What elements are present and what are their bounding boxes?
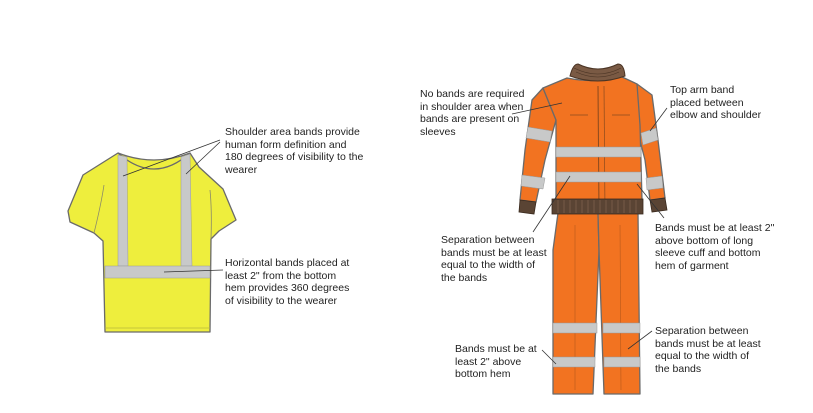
callout-separation-legs: Separation between bands must be at least equal to the width of the bands	[655, 325, 761, 375]
coverall-right-cuff	[650, 198, 667, 212]
coverall-left-leg-band-upper	[553, 323, 597, 333]
coverall-collar	[570, 64, 625, 81]
tshirt-body	[68, 153, 236, 332]
callout-horizontal-bands: Horizontal bands placed at least 2" from the bottom hem provides 360 degrees of visibility to the wearer	[225, 257, 350, 307]
tshirt-illustration	[68, 153, 236, 332]
coverall-waist-band	[556, 172, 641, 182]
coverall-left-leg-band-lower	[553, 357, 595, 367]
coverall-right-leg-band-lower	[604, 357, 640, 367]
coverall-right-arm-band-lower	[646, 176, 663, 190]
callout-separation-torso: Separation between bands must be at least equal to the width of the bands	[441, 234, 547, 284]
coverall-chest-band	[556, 147, 641, 157]
tshirt-horizontal-band	[105, 266, 210, 278]
callout-top-arm-band: Top arm band placed between elbow and shoulder	[670, 84, 762, 121]
coverall-waistband	[552, 199, 643, 214]
coverall-left-cuff	[519, 200, 536, 214]
tshirt-shoulder-band-left	[118, 155, 128, 266]
tshirt-shoulder-band-right	[181, 154, 192, 266]
callout-no-shoulder-bands: No bands are required in shoulder area when bands are present on sleeves	[420, 88, 525, 138]
callout-sleeve-bands: Bands must be at least 2" above bottom of long sleeve cuff and bottom hem of garment	[655, 222, 775, 272]
callout-pant-hem-bands: Bands must be at least 2" above bottom hem	[455, 343, 537, 380]
callout-shoulder-bands: Shoulder area bands provide human form definition and 180 degrees of visibility to the wearer	[225, 126, 364, 176]
coverall-right-leg-band-upper	[603, 323, 640, 333]
